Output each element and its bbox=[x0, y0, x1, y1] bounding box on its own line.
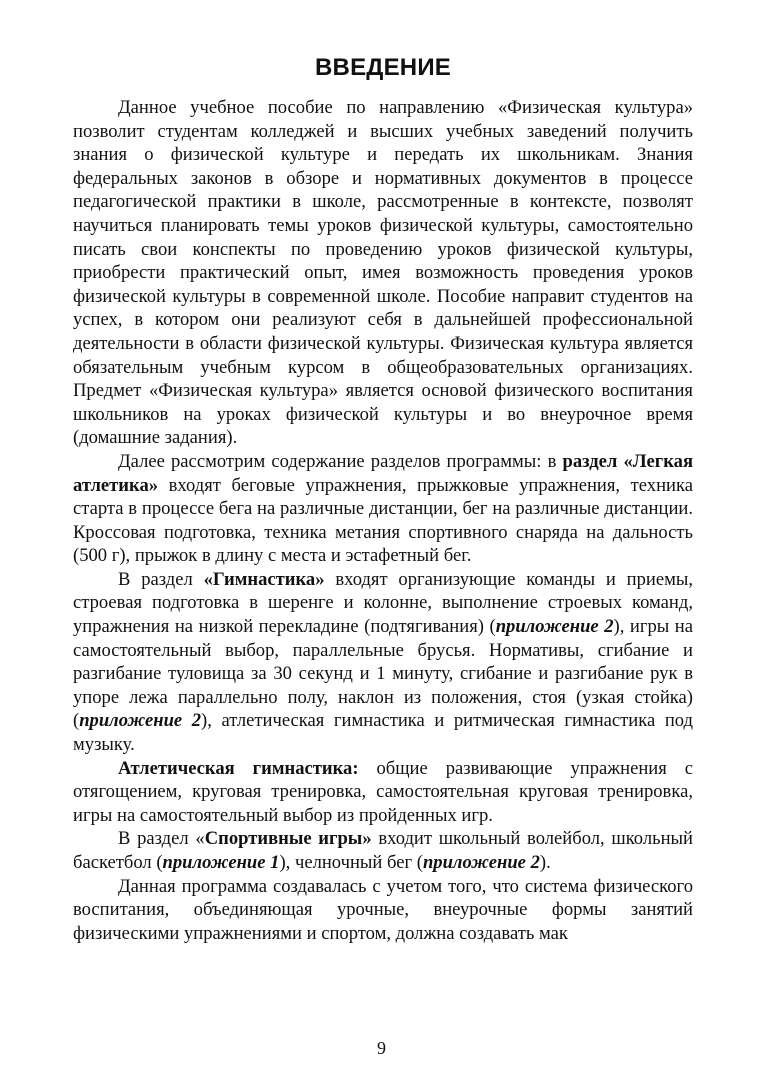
text-run: ). bbox=[539, 852, 551, 873]
text-run: общие развивающие упражнения с отягощением, круговая тренировка, самостоятельная круговая тренировка, игры на самостоятельный выбор из пройденных игр. bbox=[73, 757, 694, 826]
section-name-sport-games: Спортивные игры» bbox=[204, 828, 372, 850]
paragraph-gymnastics bbox=[73, 568, 693, 757]
text-run: В раздел « bbox=[118, 828, 205, 850]
body-text bbox=[73, 96, 693, 945]
text-run: входят организующие команды и приемы, строевая подготовка в шеренге и колонне, выполнение строевых команд, упражнения на низкой перекладине (подтягивания) ( bbox=[73, 568, 694, 638]
text-run: ), атлетическая гимнастика и ритмическая гимнастика под музыку. bbox=[73, 710, 693, 756]
appendix-reference: приложение 2 bbox=[79, 710, 202, 732]
appendix-reference: приложение 2 bbox=[495, 616, 614, 638]
text-run: ), челночный бег ( bbox=[279, 852, 423, 873]
paragraph-athletics bbox=[73, 450, 693, 568]
text-run: входят беговые упражнения, прыжковые упражнения, техника старта в процессе бега на различные дистанции, бег на различные дистанции. Кроссовая подготовка, техника метания спортивного снаряда на дальность (500 г), прыжок в длину с места и эстафетный бег. bbox=[73, 474, 693, 567]
section-name-athletics: раздел «Легкая атлетика» bbox=[73, 450, 694, 496]
section-name-gymnastics: «Гимнастика» bbox=[203, 568, 325, 590]
appendix-reference: приложение 1 bbox=[162, 852, 280, 873]
paragraph-athletic-gymnastics bbox=[73, 757, 693, 828]
paragraph-program: Данная программа создавалась с учетом того, что система физического воспитания, объединяющая урочные, внеурочные формы занятий физическими упражнениями и спортом, должна создавать мак bbox=[73, 875, 693, 944]
section-name-athletic-gymnastics: Атлетическая гимнастика: bbox=[118, 757, 359, 779]
page-title: ВВЕДЕНИЕ bbox=[315, 54, 451, 81]
text-run: входит школьный волейбол, школьный баскетбол ( bbox=[73, 828, 693, 873]
text-run: Далее рассмотрим содержание разделов программы: в bbox=[118, 450, 563, 472]
appendix-reference: приложение 2 bbox=[422, 852, 540, 873]
text-run: В раздел bbox=[118, 568, 204, 590]
paragraph-sport-games bbox=[73, 827, 693, 874]
paragraph-intro: Данное учебное пособие по направлению «Физическая культура» позволит студентам колледжей и высших учебных заведений получить знания о физической культуре и передать их школьникам. Знания федеральных законов в обзоре и нормативных документов в процессе педагогической практики в школе, рассмотренные в контексте, позволят научиться планировать темы уроков физической культуры, самостоятельно писать свои конспекты по проведению уроков физической культуры, приобрести практический опыт, имея возможность проведения уроков физической культуры в современной школе. Пособие направит студентов на успех, в котором они реализуют себя в дальнейшей профессиональной деятельности в области физической культуры. Физическая культура является обязательным учебным курсом в общеобразовательных организациях. Предмет «Физическая культура» является основой физического воспитания школьников на уроках физической культуры и во внеурочное время (домашние задания). bbox=[73, 97, 693, 449]
text-run: ), игры на самостоятельный выбор, параллельные брусья. Нормативы, сгибание и разгибание туловища за 30 секунд и 1 минуту, сгибание и разгибание рук в упоре лежа параллельно полу, наклон из положения, стоя (узкая стойка) ( bbox=[73, 616, 693, 732]
page-number: 9 bbox=[377, 1038, 386, 1058]
